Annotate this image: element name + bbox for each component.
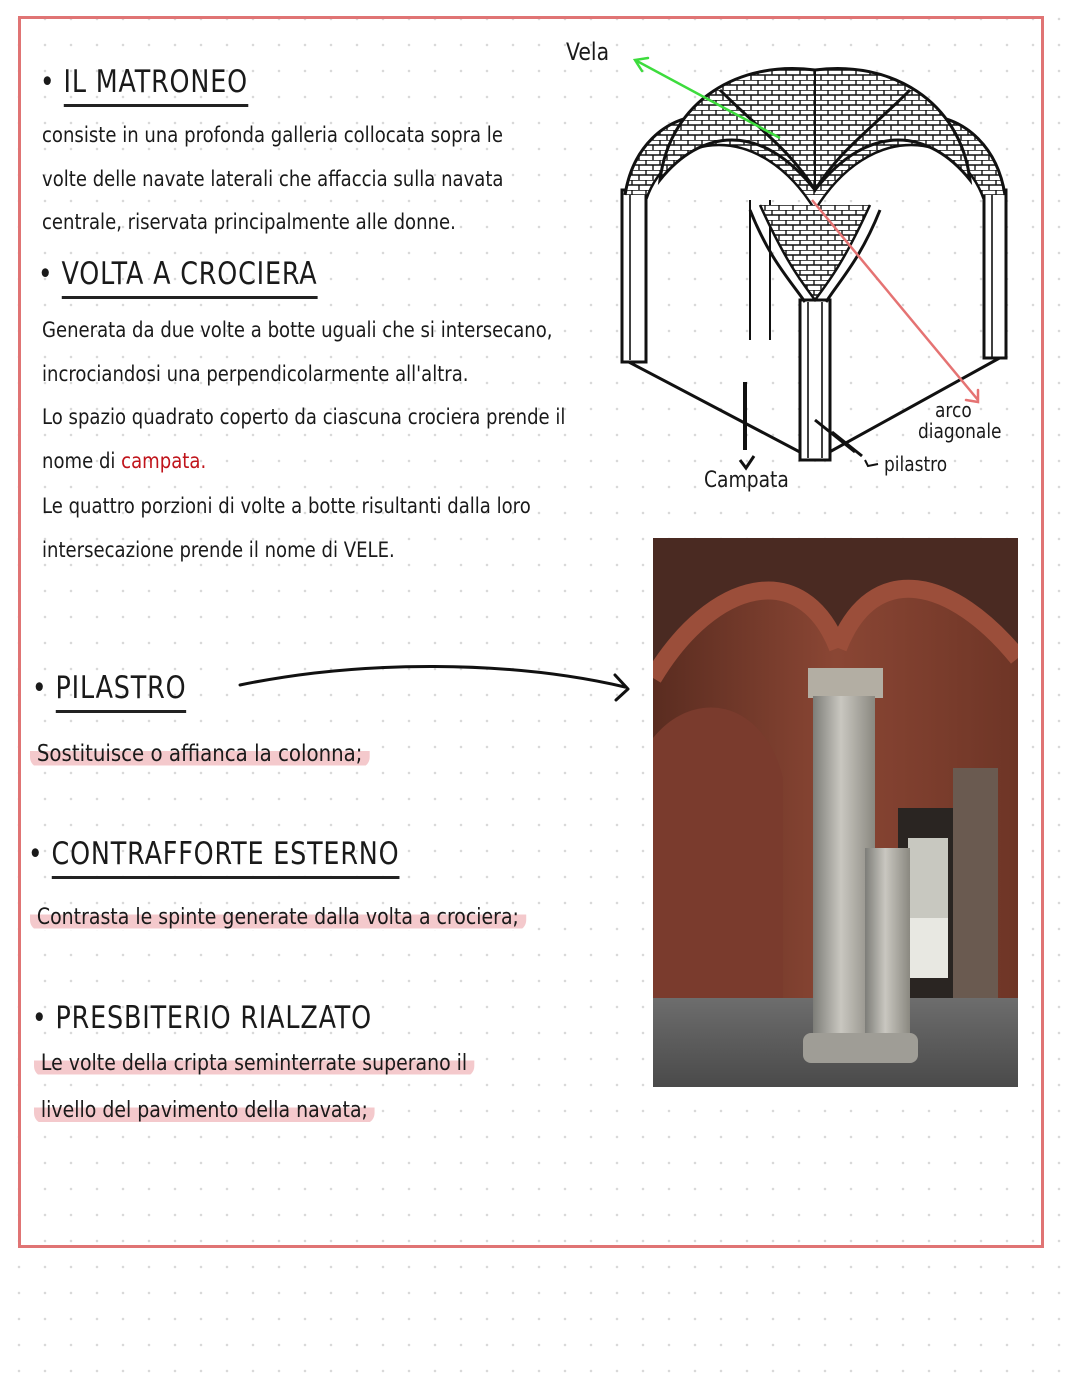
- heading-text: PILASTRO: [56, 670, 187, 713]
- text-fragment: nome di: [42, 448, 122, 473]
- text-line: consiste in una profonda galleria collocata sopra le: [42, 123, 503, 147]
- label-diagonale: diagonale: [918, 419, 1002, 443]
- label-campata: Campata: [704, 468, 789, 493]
- bullet-icon: •: [40, 65, 56, 100]
- text-line: Lo spazio quadrato coperto da ciascuna crociera prende il: [42, 405, 566, 429]
- bullet-icon: •: [28, 837, 44, 872]
- heading-matroneo: [40, 64, 248, 100]
- bullet-icon: •: [38, 257, 54, 292]
- groin-vault-diagram: [600, 40, 1040, 480]
- bullet-icon: •: [32, 1001, 48, 1036]
- presbiterio-text: [34, 1040, 474, 1134]
- pillar-photo: [653, 538, 1018, 1087]
- text-line: Generata da due volte a botte uguali che si intersecano,: [42, 318, 553, 342]
- volta-text: [42, 309, 565, 572]
- pilastro-arrow-icon: [230, 655, 640, 705]
- pilastro-text: [30, 733, 369, 777]
- contrafforte-text: [30, 896, 526, 940]
- text-line: [42, 440, 565, 484]
- text-line: intersecazione prende il nome di VELE.: [42, 537, 395, 562]
- heading-text: IL MATRONEO: [64, 64, 248, 107]
- text-line: Le quattro porzioni di volte a botte risultanti dalla loro: [42, 494, 531, 518]
- heading-contrafforte: [28, 836, 399, 872]
- text-line: centrale, riservata principalmente alle donne.: [42, 210, 456, 234]
- text-line: volte delle navate laterali che affaccia sulla navata: [42, 166, 504, 191]
- heading-presbiterio: [32, 1000, 372, 1036]
- heading-volta: [38, 256, 318, 292]
- highlighted-text: Sostituisce o affianca la colonna;: [30, 741, 369, 767]
- campata-term: campata.: [121, 448, 207, 473]
- label-vela: Vela: [566, 38, 610, 66]
- text-line: incrociandosi una perpendicolarmente all'altra.: [42, 361, 469, 386]
- highlighted-text: Contrasta le spinte generate dalla volta a crociera;: [30, 905, 526, 930]
- highlighted-text: Le volte della cripta seminterrate superano il: [34, 1051, 474, 1076]
- heading-text: VOLTA A CROCIERA: [62, 256, 318, 299]
- bullet-icon: •: [32, 671, 48, 706]
- heading-pilastro: [32, 670, 186, 706]
- label-arco: arco: [935, 398, 972, 422]
- label-pilastro: pilastro: [884, 452, 948, 476]
- heading-text: CONTRAFFORTE ESTERNO: [52, 836, 400, 879]
- heading-text: PRESBITERIO RIALZATO: [55, 1000, 372, 1036]
- highlighted-text: livello del pavimento della navata;: [34, 1098, 375, 1123]
- matroneo-text: [42, 114, 504, 245]
